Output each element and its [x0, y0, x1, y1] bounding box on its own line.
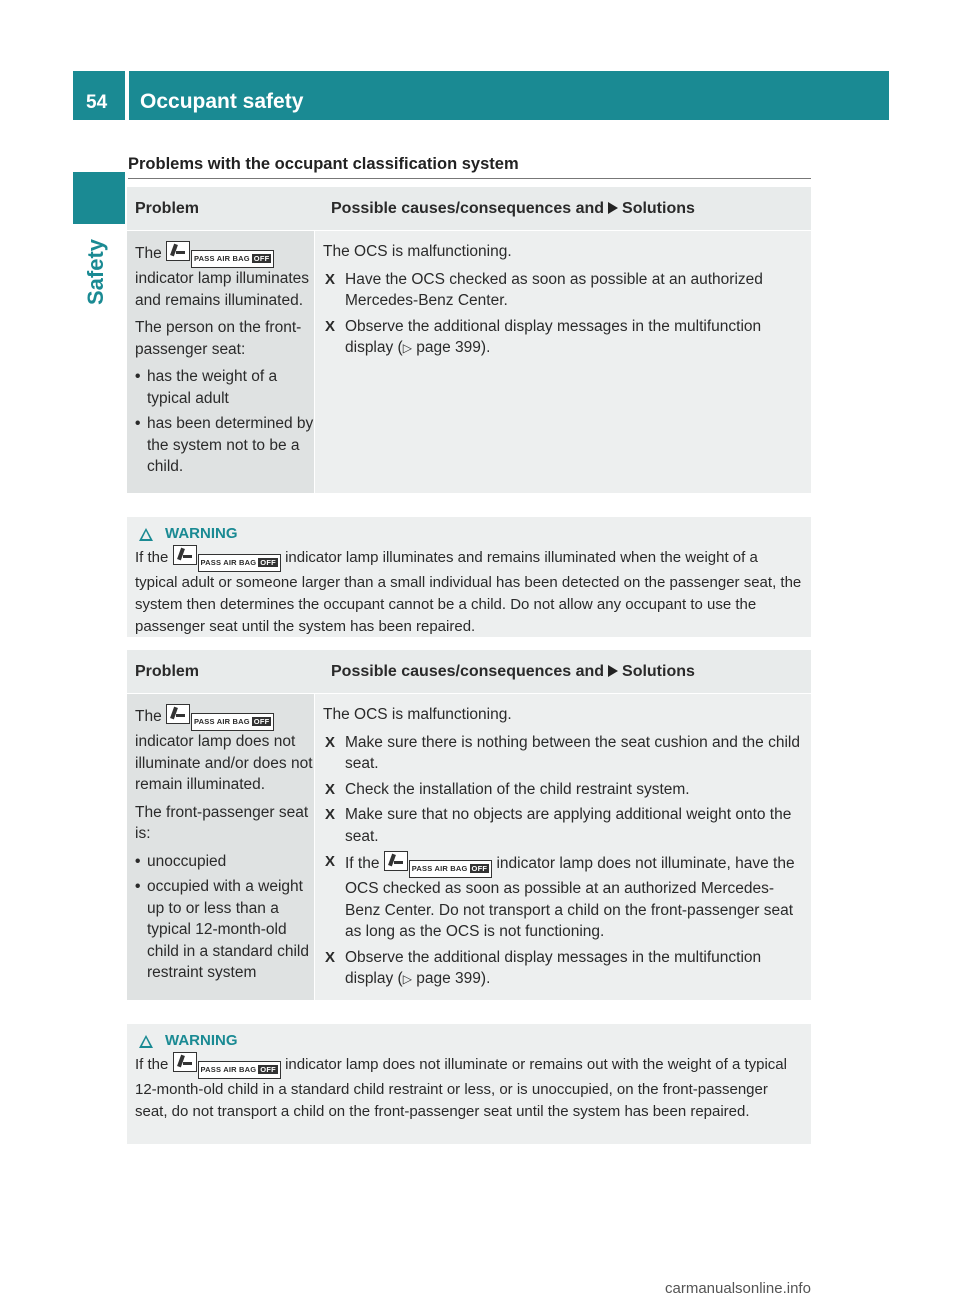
person-text: The person on the front-passenger seat:	[135, 319, 302, 358]
page-reference-link[interactable]: page 399	[416, 339, 481, 356]
action-item: X If the PASS AIR BAG OFF indicator lamp does not illuminate, have the OCS checked as soon as possible at an authorized Mercedes-Benz Center. Do not transport a child on the front-passenger seat as long as the OCS is not functioning.	[325, 853, 795, 940]
warning-triangle-icon	[139, 528, 153, 541]
list-item: • occupied with a weight up to or less than a typical 12-month-old child in a standard child restraint system	[135, 878, 309, 981]
passenger-seat-icon	[173, 1052, 197, 1072]
warning-heading: WARNING	[139, 1030, 803, 1052]
header-problem: Problem	[135, 662, 200, 680]
problem-cell: The PASS AIR BAG OFF indicator lamp does not illuminate and/or does not remain illuminated. The front-passenger seat is: • unoccupied • occupied with a weight up to or less than a typical 12-month-old child in a standard child restraint system	[127, 694, 314, 1000]
warning-text: If the PASS AIR BAG OFF indicator lamp illuminates and remains illuminated when the weight of a typical adult or someone larger than a small individual has been detected on the passenger seat, the system then determines the occupant cannot be a child. Do not allow any occupant to use the passenger seat until the system has been repaired.	[135, 545, 803, 638]
action-item: X Observe the additional display messages in the multifunction display (▷ page 399).	[325, 317, 762, 356]
table-row	[127, 231, 811, 493]
list-item: • has the weight of a typical adult	[135, 368, 278, 407]
action-item: X Have the OCS checked as soon as possible at an authorized Mercedes-Benz Center.	[325, 270, 763, 309]
warning-text: If the PASS AIR BAG OFF indicator lamp does not illuminate or remains out with the weight of a typical 12-month-old child in a standard child restraint or less, or is unoccupied, on the front-passenger seat, do not transport a child on the front-passenger seat until the system has been repaired.	[135, 1052, 803, 1123]
list-item: • unoccupied	[135, 852, 227, 870]
passenger-seat-icon	[384, 851, 408, 871]
warning-box-1	[127, 517, 811, 637]
problem-table-1	[127, 187, 811, 493]
passenger-seat-icon	[173, 545, 197, 565]
warning-heading: WARNING	[139, 523, 803, 545]
warning-triangle-icon	[139, 1035, 153, 1048]
table-row	[127, 694, 811, 1000]
pass-air-bag-off-icon: PASS AIR BAG OFF	[191, 250, 274, 268]
solution-cell	[315, 694, 811, 1000]
problem-table-2	[127, 650, 811, 1000]
site-watermark: carmanualsonline.info	[665, 1280, 811, 1297]
side-tab-block	[73, 172, 125, 224]
chapter-title: Occupant safety	[140, 90, 304, 113]
cause-text: The OCS is malfunctioning.	[323, 706, 512, 723]
warning-box-2	[127, 1024, 811, 1144]
list-item: • has been determined by the system not to be a child.	[135, 415, 314, 475]
solution-cell	[315, 231, 811, 493]
section-divider	[128, 178, 811, 179]
pass-air-bag-off-icon: PASS AIR BAG OFF	[198, 554, 281, 572]
page-ref-arrow-icon: ▷	[402, 972, 412, 986]
table-header	[127, 187, 811, 231]
action-item: X Make sure that no objects are applying additional weight onto the seat.	[325, 806, 792, 845]
header-causes: Possible causes/consequences and Solutions	[331, 199, 695, 217]
side-tab-label: Safety	[83, 238, 108, 305]
pass-air-bag-off-icon: PASS AIR BAG OFF	[198, 1061, 281, 1079]
problem-cell: The PASS AIR BAG OFF indicator lamp illuminates and remains illuminated. The person on the front-passenger seat: • has the weight of a typical adult • has been determined by the system not to be a child.	[127, 231, 314, 493]
action-item: X Make sure there is nothing between the seat cushion and the child seat.	[325, 733, 800, 772]
header-causes: Possible causes/consequences and Solutions	[331, 662, 695, 680]
action-item: X Observe the additional display messages in the multifunction display (▷ page 399).	[325, 948, 762, 987]
pass-air-bag-off-icon: PASS AIR BAG OFF	[409, 860, 492, 878]
page-reference-link[interactable]: page 399	[416, 970, 481, 987]
passenger-seat-icon	[166, 704, 190, 724]
action-item: X Check the installation of the child restraint system.	[325, 780, 690, 798]
page-ref-arrow-icon: ▷	[402, 341, 412, 355]
action-arrow-icon	[608, 665, 618, 677]
header-problem: Problem	[135, 199, 200, 217]
passenger-seat-icon	[166, 241, 190, 261]
pass-air-bag-off-icon: PASS AIR BAG OFF	[191, 713, 274, 731]
seat-text: The front-passenger seat is:	[135, 803, 309, 842]
action-arrow-icon	[608, 202, 618, 214]
page-number: 54	[86, 92, 108, 113]
table-header	[127, 650, 811, 694]
section-title: Problems with the occupant classification system	[128, 155, 519, 173]
cause-text: The OCS is malfunctioning.	[323, 243, 512, 260]
